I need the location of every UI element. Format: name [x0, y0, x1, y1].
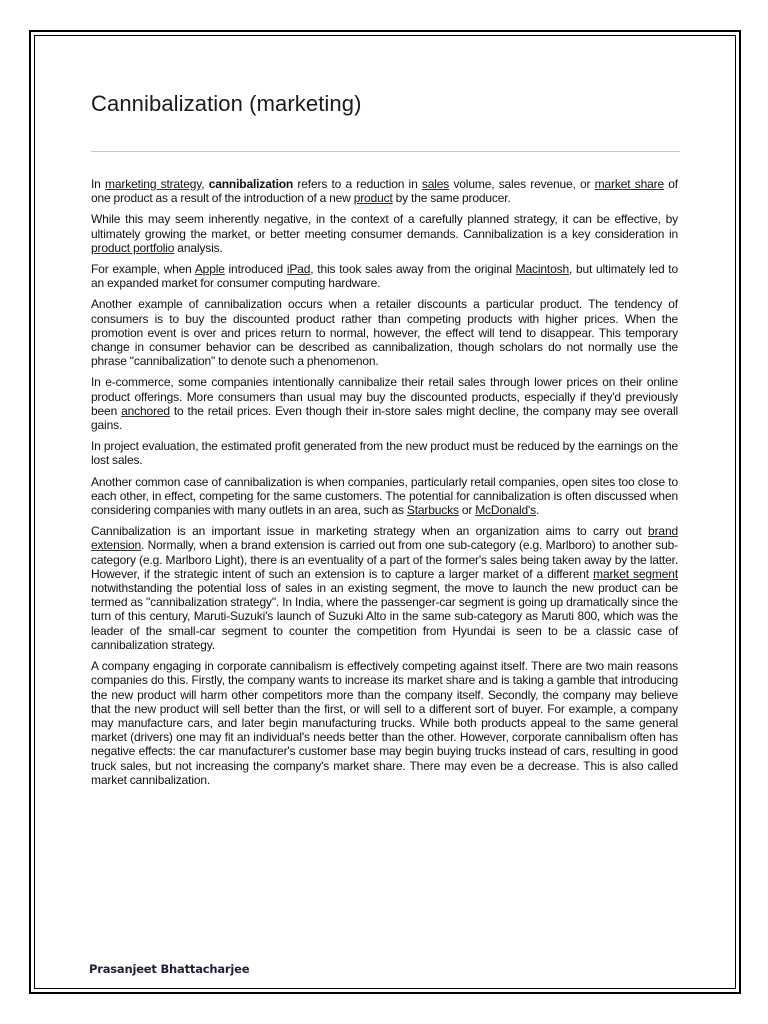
- inline-link[interactable]: market share: [594, 177, 664, 191]
- text-run: . Normally, when a brand extension is carried out from one sub-category (e.g. Marlboro) to another sub-category (e.g. Marlboro Light), there is an eventuality of a part of the former's sales being taken away by the latter. However, if the strategic intent of such an extension is to capture a larger market of a different: [91, 538, 678, 581]
- paragraph: [91, 475, 678, 518]
- inline-link[interactable]: product: [353, 191, 393, 206]
- inline-link[interactable]: product portfolio: [91, 240, 175, 255]
- inline-link[interactable]: iPad: [286, 262, 311, 277]
- text-run: or: [458, 503, 476, 518]
- paragraph: [91, 524, 678, 652]
- text-run: notwithstanding the potential loss of sales in an existing segment, the move to launch the new product can be termed as "cannibalization strategy". In India, where the passenger-car segment is going up dramatically since the turn of this century, Maruti-Suzuki's launch of Suzuki Alto in the same sub-category as Maruti 800, which was the leader of the small-car segment to counter the competition from Hyundai is seen to be a classic case of cannibalization strategy.: [91, 581, 678, 652]
- title-divider: [91, 151, 680, 152]
- inline-link[interactable]: brand extension: [91, 524, 678, 553]
- text-run: .: [536, 503, 540, 518]
- text-run: to the retail prices. Even though their in-store sales might decline, the company may see overall gains.: [91, 403, 678, 433]
- text-run: Another common case of cannibalization is when companies, particularly retail companies, open sites too close to each other, in effect, competing for the same customers. The potential for cannibalization is often discussed when considering companies with many outlets in an area, such as: [91, 474, 678, 518]
- inline-link[interactable]: Macintosh: [515, 262, 570, 277]
- article-body: [91, 177, 678, 794]
- paragraph: [91, 177, 678, 205]
- text-run: , but ultimately led to an expanded market for consumer computing hardware.: [91, 262, 679, 291]
- inline-link[interactable]: sales: [421, 177, 450, 191]
- inline-link[interactable]: Apple: [194, 262, 225, 277]
- text-run: For example, when: [91, 262, 195, 277]
- text-run: analysis.: [174, 240, 223, 255]
- paragraph: [91, 297, 678, 368]
- text-run: , this took sales away from the original: [310, 262, 516, 277]
- text-run: A company engaging in corporate cannibalism is effectively competing against itself. There are two main reasons companies do this. Firstly, the company wants to increase its market share and is taking a gamble that introducing the new product will harm other competitors more than the company itself. Secondly, the company may believe that the new product will sell better than the first, or will sell to a different sort of buyer. For example, a company may manufacture cars, and later begin manufacturing trucks. While both products appeal to the same general market (drivers) one may fit an individual's needs better than the other. However, corporate cannibalism often has negative effects: the car manufacturer's customer base may begin buying trucks instead of cars, resulting in good truck sales, but not increasing the company's market share. There may even be a decrease. This is also called market cannibalization.: [91, 659, 678, 787]
- author-footer: Prasanjeet Bhattacharjee: [89, 962, 250, 976]
- text-run: In project evaluation, the estimated profit generated from the new product must be reduced by the earnings on the lost sales.: [91, 439, 678, 468]
- text-run: volume, sales revenue, or: [449, 177, 595, 191]
- text-run: introduced: [224, 262, 287, 277]
- text-run: In: [91, 177, 105, 191]
- bold-term: cannibalization: [208, 177, 294, 191]
- text-run: refers to a reduction in: [293, 177, 422, 191]
- text-run: Another example of cannibalization occurs when a retailer discounts a particular product. The tendency of consumers is to buy the discounted product rather than competing products with higher prices. When the promotion event is over and prices return to normal, however, the effect will tend to disappear. This temporary change in consumer behavior can be described as cannibalization, though scholars do not normally use the phrase "cannibalization" to denote such a phenomenon.: [91, 297, 678, 369]
- paragraph: [91, 375, 678, 432]
- text-run: In e-commerce, some companies intentionally cannibalize their retail sales through lower prices on their online product offerings. More consumers than usual may buy the discounted products, especially if they'd previously been: [91, 375, 678, 418]
- paragraph: [91, 212, 678, 255]
- inline-link[interactable]: Starbucks: [406, 503, 459, 518]
- text-run: of one product as a result of the introduction of a new: [91, 177, 678, 206]
- page-title: Cannibalization (marketing): [91, 91, 362, 116]
- text-run: While this may seem inherently negative, in the context of a carefully planned strategy, it can be effective, by ultimately growing the market, or better meeting consumer demands. Cannibalization is a key consideration in: [91, 212, 678, 241]
- paragraph: [91, 659, 678, 787]
- inline-link[interactable]: anchored: [121, 403, 170, 418]
- text-run: ,: [201, 177, 209, 191]
- text-run: by the same producer.: [392, 191, 511, 206]
- paragraph: [91, 262, 678, 290]
- inline-link[interactable]: marketing strategy: [105, 177, 202, 191]
- inline-link[interactable]: McDonald's: [475, 503, 537, 518]
- inline-link[interactable]: market segment: [593, 566, 678, 581]
- paragraph: [91, 439, 678, 467]
- text-run: Cannibalization is an important issue in marketing strategy when an organization aims to carry out: [91, 524, 649, 539]
